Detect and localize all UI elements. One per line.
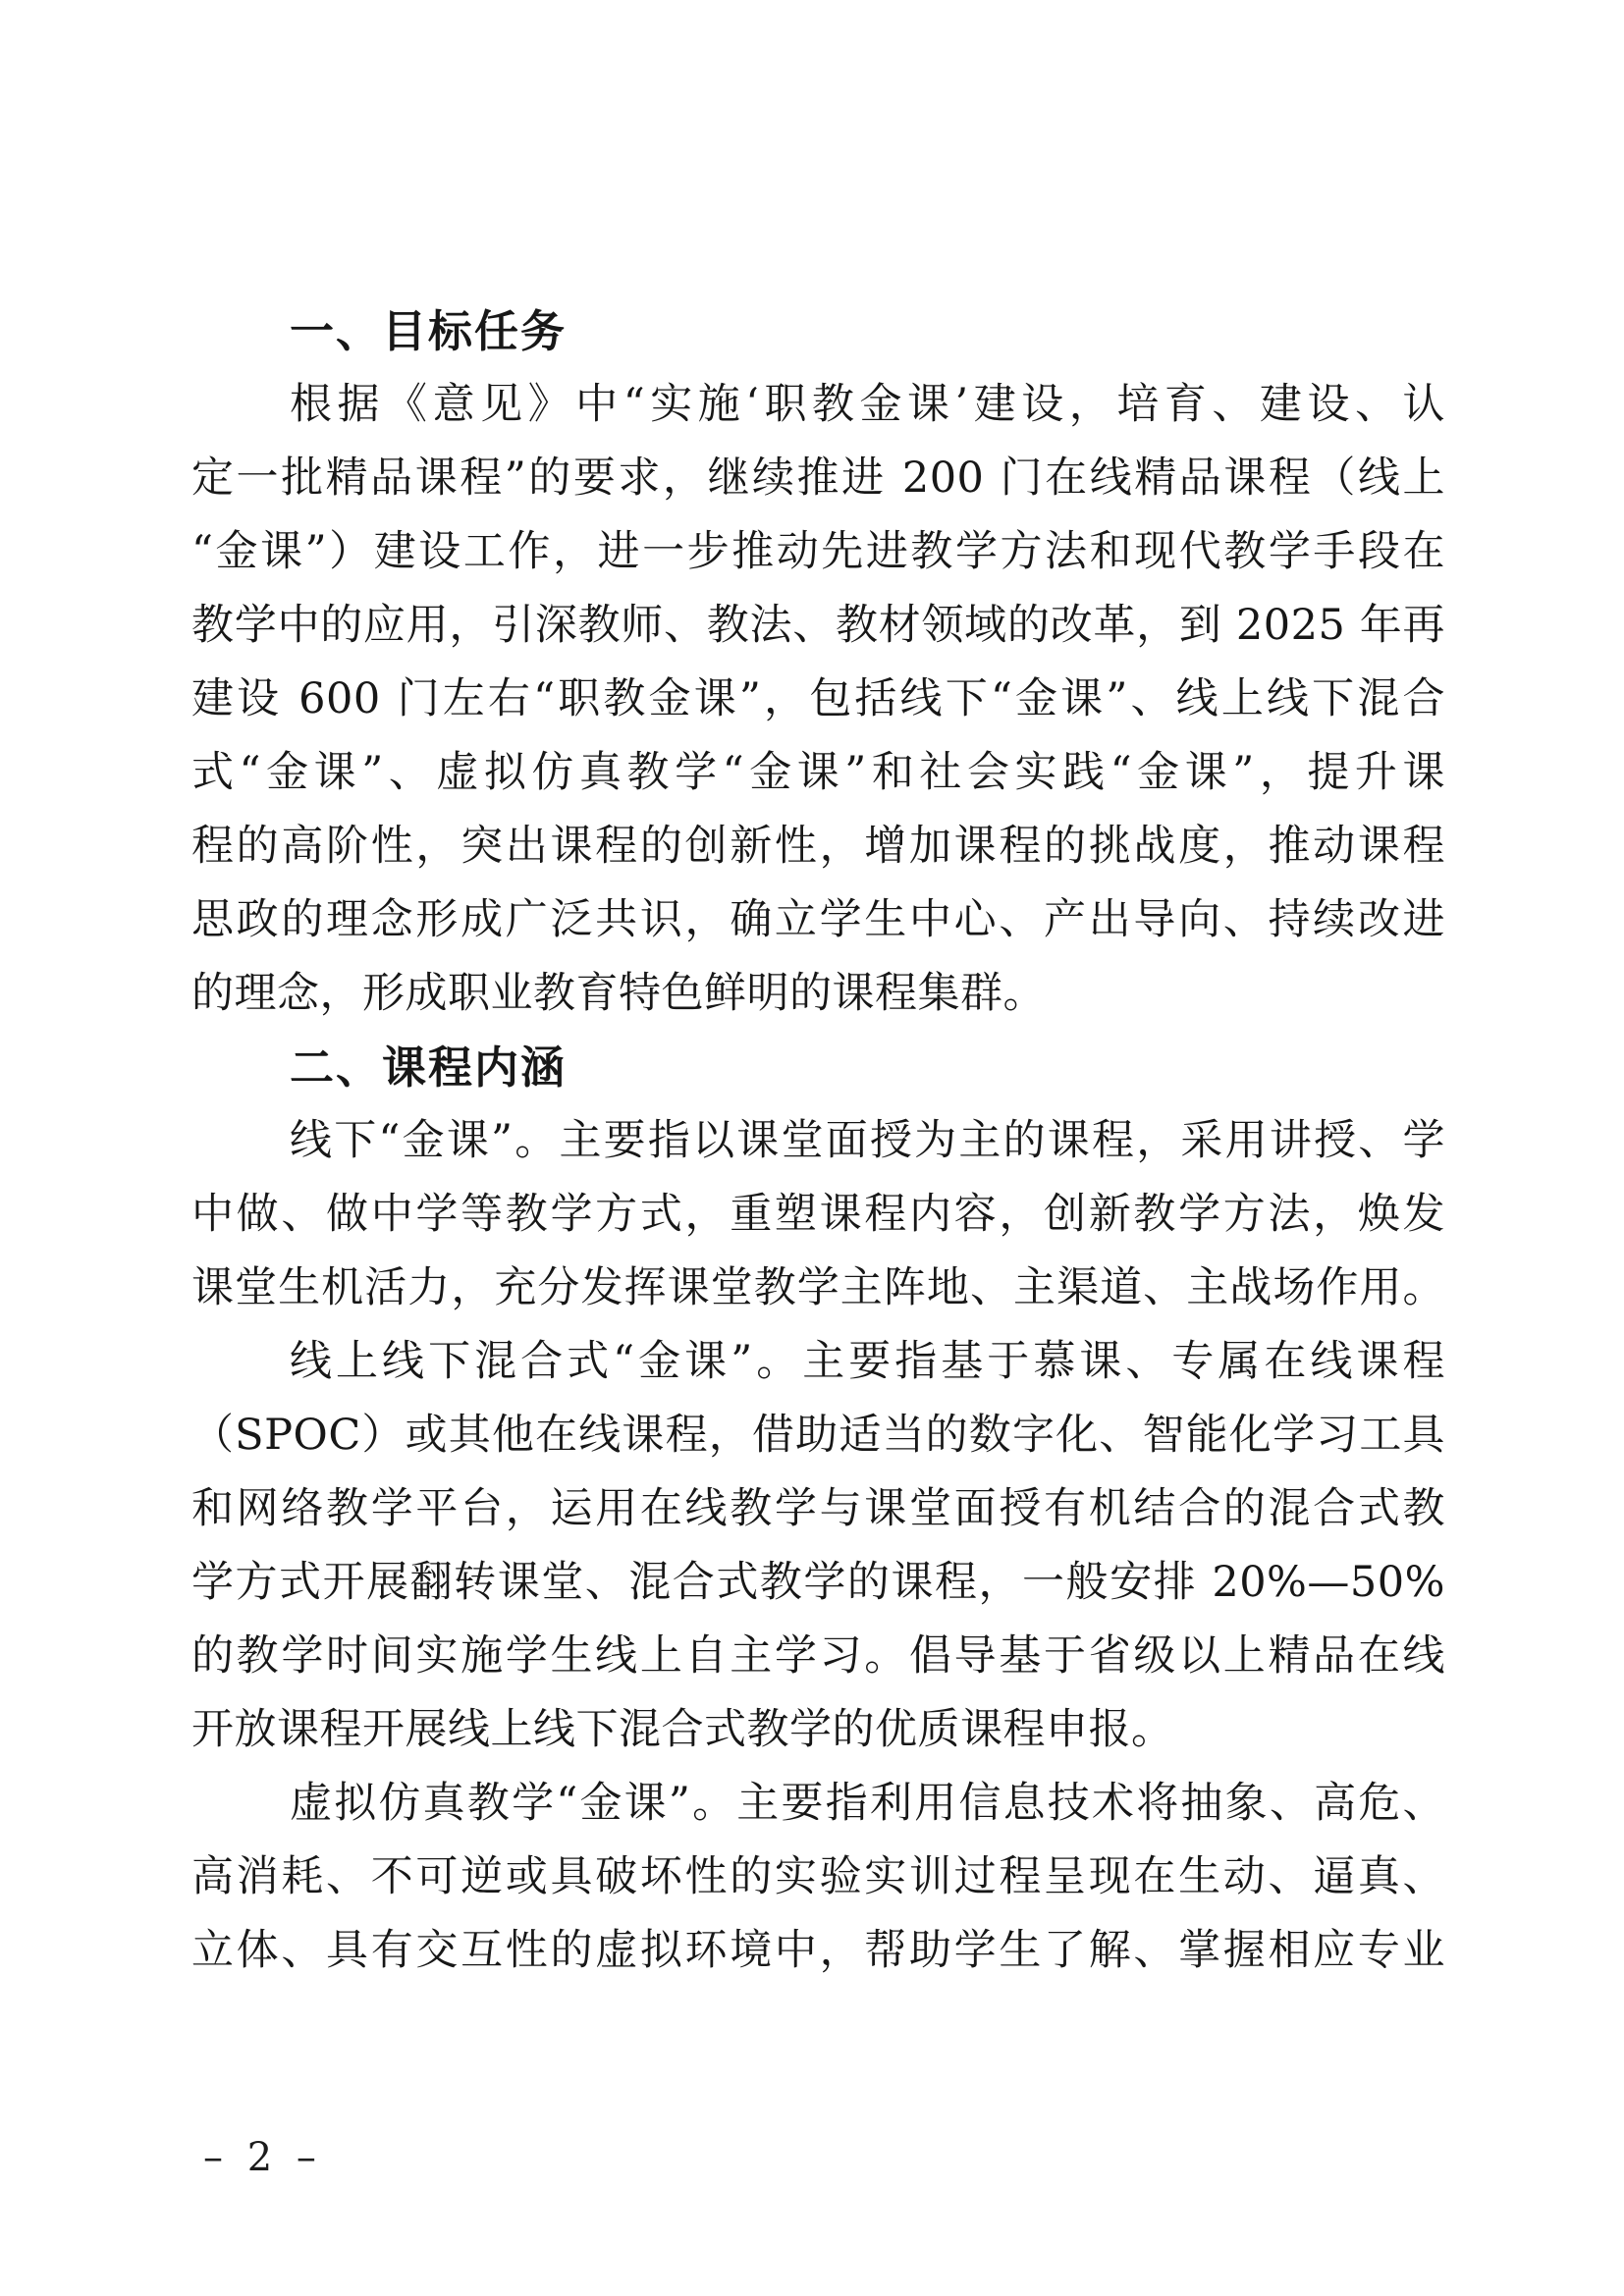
section-heading-course-content: 二、课程内涵: [290, 1041, 568, 1094]
text-line: 的教学时间实施学生线上自主学习。倡导基于省级以上精品在线: [191, 1631, 1445, 1681]
text-line: 根据《意见》中“实施‘职教金课’建设，培育、建设、认: [290, 380, 1445, 429]
document-body: [191, 294, 1445, 1988]
text-line: 虚拟仿真教学“金课”。主要指利用信息技术将抽象、高危、: [290, 1779, 1445, 1828]
text-line: 开放课程开展线上线下混合式教学的优质课程申报。: [191, 1705, 1174, 1754]
section-heading-goal-tasks: 一、目标任务: [290, 305, 568, 357]
text-line: 线下“金课”。主要指以课堂面授为主的课程，采用讲授、学: [290, 1116, 1445, 1165]
text-line: 的理念，形成职业教育特色鲜明的课程集群。: [191, 969, 1046, 1018]
text-line: 式“金课”、虚拟仿真教学“金课”和社会实践“金课”，提升课: [191, 748, 1445, 797]
text-line: 思政的理念形成广泛共识，确立学生中心、产出导向、持续改进: [191, 895, 1445, 944]
text-line: 和网络教学平台，运用在线教学与课堂面授有机结合的混合式教: [191, 1484, 1445, 1533]
text-line: 学方式开展翻转课堂、混合式教学的课程，一般安排 20%—50%: [191, 1558, 1445, 1607]
text-line: 建设 600 门左右“职教金课”，包括线下“金课”、线上线下混合: [191, 674, 1445, 723]
text-line: 定一批精品课程”的要求，继续推进 200 门在线精品课程（线上: [191, 454, 1445, 503]
text-line: （SPOC）或其他在线课程，借助适当的数字化、智能化学习工具: [191, 1411, 1445, 1460]
text-line: 教学中的应用，引深教师、教法、教材领域的改革，到 2025 年再: [191, 601, 1445, 650]
text-line: 课堂生机活力，充分发挥课堂教学主阵地、主渠道、主战场作用。: [191, 1263, 1445, 1312]
text-line: 高消耗、不可逆或具破坏性的实验实训过程呈现在生动、逼真、: [191, 1852, 1445, 1901]
text-line: 中做、做中学等教学方式，重塑课程内容，创新教学方法，焕发: [191, 1190, 1445, 1239]
text-line: 程的高阶性，突出课程的创新性，增加课程的挑战度，推动课程: [191, 822, 1445, 871]
text-line: 立体、具有交互性的虚拟环境中，帮助学生了解、掌握相应专业: [191, 1926, 1445, 1975]
text-line: 线上线下混合式“金课”。主要指基于慕课、专属在线课程: [290, 1337, 1445, 1386]
page-number: – 2 –: [203, 2135, 322, 2180]
text-line: “金课”）建设工作，进一步推动先进教学方法和现代教学手段在: [191, 527, 1445, 576]
